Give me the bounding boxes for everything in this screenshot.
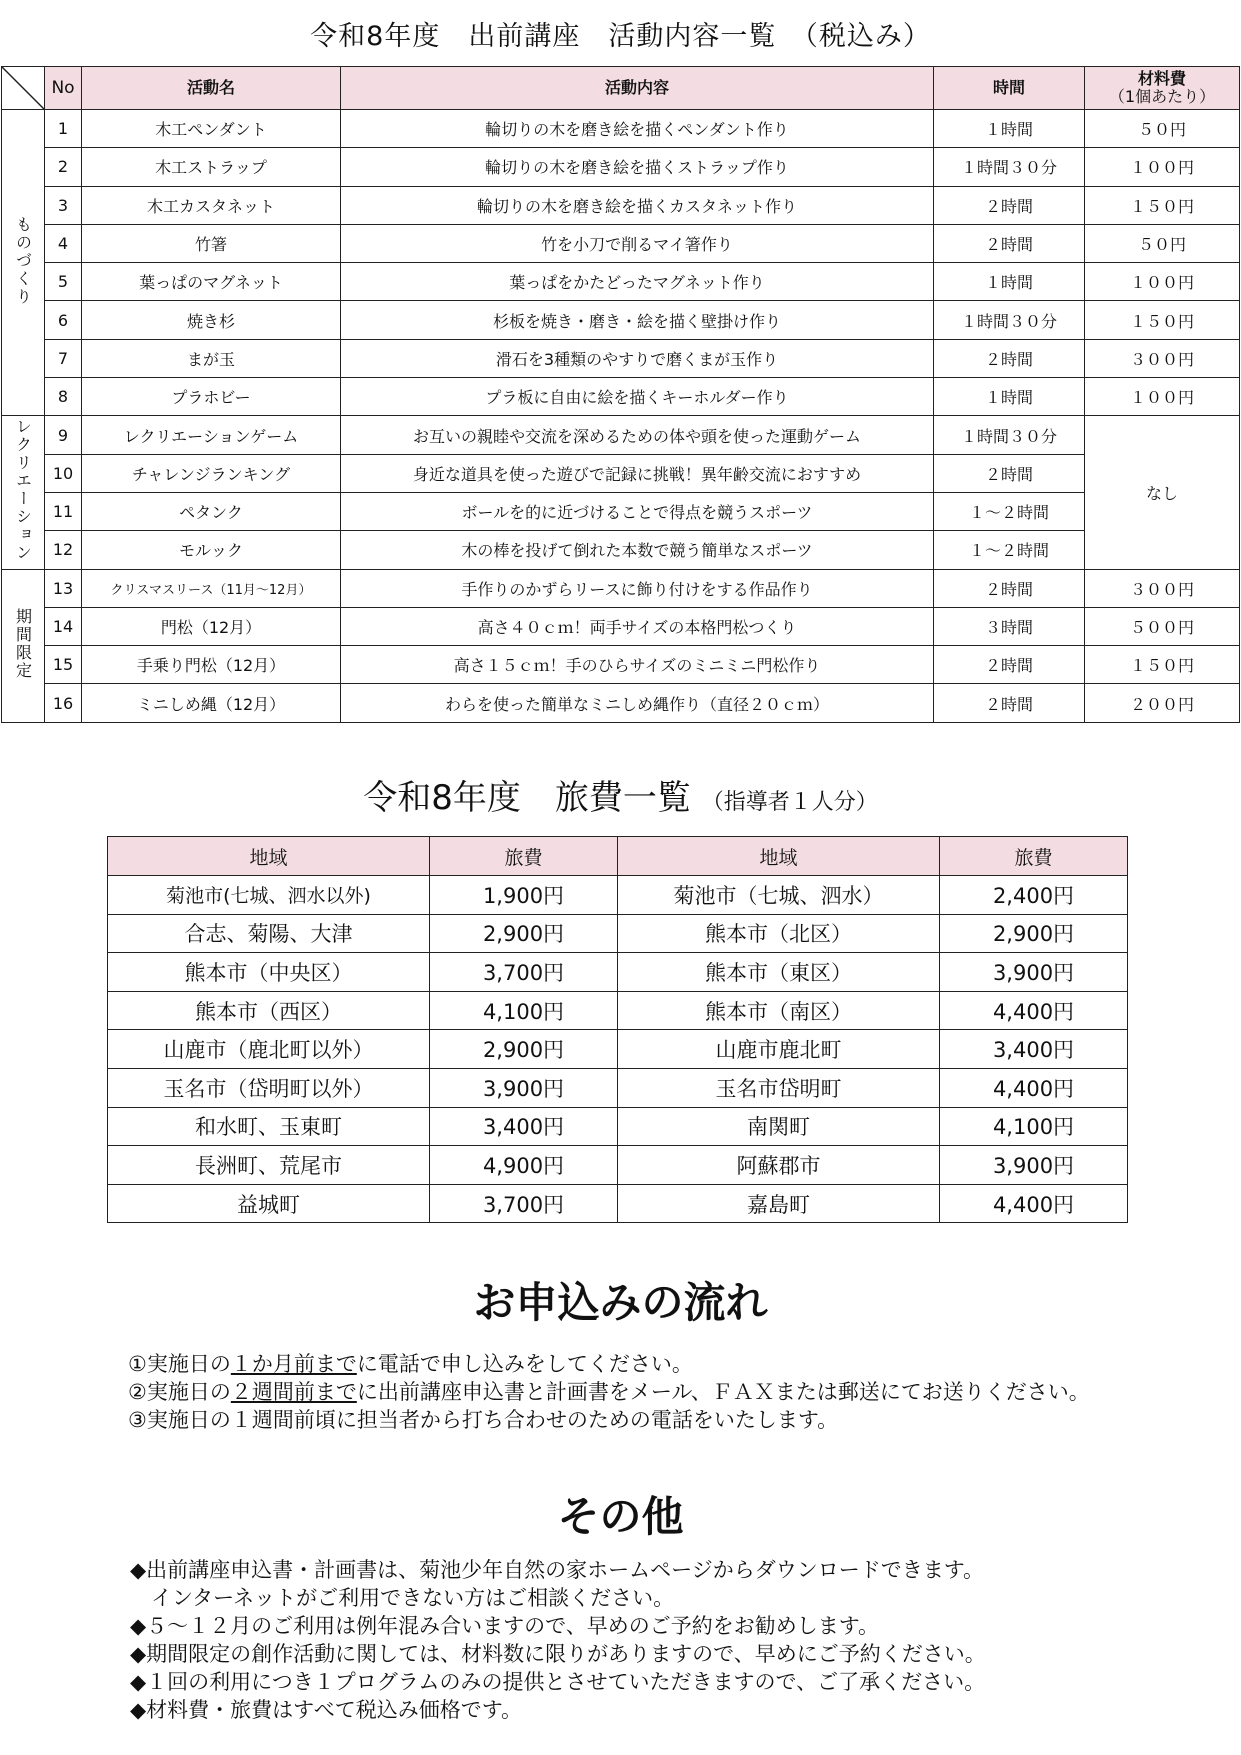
activity-name: 門松（12月）: [82, 607, 341, 645]
travel-fee: 2,900円: [430, 914, 618, 953]
activity-time: １～２時間: [934, 492, 1085, 530]
activity-name: クリスマスリース（11月～12月）: [82, 569, 341, 607]
travel-area: 山鹿市鹿北町: [618, 1030, 940, 1069]
flow-heading: お申込みの流れ: [473, 1278, 768, 1327]
flow-step-2-post: に出前講座申込書と計画書をメール、ＦＡＸまたは郵送にてお送りください。: [356, 1380, 1090, 1404]
travel-fee: 3,900円: [940, 953, 1128, 992]
activity-content: ボールを的に近づけることで得点を競うスポーツ: [341, 492, 934, 530]
activity-no: 12: [45, 531, 82, 569]
travel-fee: 3,400円: [940, 1030, 1128, 1069]
flow-step-2-deadline: ２週間前まで: [230, 1380, 357, 1404]
activity-no: 14: [45, 607, 82, 645]
activity-time: １時間: [934, 110, 1085, 148]
note-item: ◆１回の利用につき１プログラムのみの提供とさせていただきますので、ご了承ください。: [130, 1670, 986, 1694]
activity-name: 竹箸: [82, 224, 341, 262]
travel-fee: 4,400円: [940, 1184, 1128, 1223]
activity-time: ２時間: [934, 646, 1085, 684]
activity-time: ２時間: [934, 454, 1085, 492]
activity-name: プラホビー: [82, 378, 341, 416]
activity-content: 高さ１５ｃｍ！手のひらサイズのミニミニ門松作り: [341, 646, 934, 684]
travel-row: [108, 876, 1128, 915]
activity-no: 7: [45, 339, 82, 377]
travel-area: 益城町: [108, 1184, 430, 1223]
travel-area: 玉名市（岱明町以外）: [108, 1068, 430, 1107]
travel-row: [108, 1107, 1128, 1146]
travel-row: [108, 1146, 1128, 1185]
travel-subtitle: （指導者１人分）: [701, 790, 878, 815]
activity-row: [2, 224, 1240, 262]
activity-content: 木の棒を投げて倒れた本数で競う簡単なスポーツ: [341, 531, 934, 569]
travel-fee: 4,100円: [430, 991, 618, 1030]
activity-title: 令和8年度 出前講座 活動内容一覧 （税込み）: [310, 21, 931, 52]
note-item: ◆材料費・旅費はすべて税込み価格です。: [130, 1698, 523, 1722]
activity-time: ２時間: [934, 339, 1085, 377]
activity-fee: １５０円: [1085, 646, 1240, 684]
flow-step-1-post: に電話で申し込みをしてください。: [356, 1352, 693, 1376]
header-name: 活動名: [82, 67, 341, 110]
activity-row: [2, 339, 1240, 377]
activity-content: 葉っぱをかたどったマグネット作り: [341, 263, 934, 301]
activity-name: ミニしめ縄（12月）: [82, 684, 341, 722]
activity-body: [2, 110, 1240, 723]
travel-area: 熊本市（西区）: [108, 991, 430, 1030]
diagonal-line: [2, 67, 44, 109]
travel-title-block: [0, 770, 1241, 819]
activity-row: [2, 607, 1240, 645]
activity-fee: ５００円: [1085, 607, 1240, 645]
travel-area: 嘉島町: [618, 1184, 940, 1223]
activity-fee: １００円: [1085, 378, 1240, 416]
travel-fee: 2,900円: [940, 914, 1128, 953]
activity-row: [2, 492, 1240, 530]
activity-content: 身近な道具を使った遊びで記録に挑戦！異年齢交流におすすめ: [341, 454, 934, 492]
travel-fee: 4,400円: [940, 1068, 1128, 1107]
flow-step-1-deadline: １か月前まで: [230, 1352, 357, 1376]
activity-fee: ３００円: [1085, 569, 1240, 607]
other-heading: その他: [557, 1492, 684, 1541]
activity-fee: １５０円: [1085, 186, 1240, 224]
travel-row: [108, 991, 1128, 1030]
activity-no: 6: [45, 301, 82, 339]
travel-header-row: [108, 837, 1128, 876]
travel-area: 菊池市（七城、泗水）: [618, 876, 940, 915]
travel-fee: 3,700円: [430, 1184, 618, 1223]
activity-fee: ５０円: [1085, 110, 1240, 148]
activity-row: [2, 301, 1240, 339]
activity-content: 輪切りの木を磨き絵を描くストラップ作り: [341, 148, 934, 186]
travel-table: [107, 836, 1128, 1223]
travel-fee: 2,400円: [940, 876, 1128, 915]
flow-step-3: ③実施日の１週間前頃に担当者から打ち合わせのための電話をいたします。: [128, 1408, 839, 1432]
travel-area: 玉名市岱明町: [618, 1068, 940, 1107]
activity-fee: ２００円: [1085, 684, 1240, 722]
activity-no: 15: [45, 646, 82, 684]
travel-header-area-1: 地域: [108, 837, 430, 876]
travel-area: 熊本市（東区）: [618, 953, 940, 992]
activity-name: チャレンジランキング: [82, 454, 341, 492]
travel-title: 令和8年度 旅費一覧: [363, 778, 691, 818]
activity-time: ３時間: [934, 607, 1085, 645]
travel-area: 和水町、玉東町: [108, 1107, 430, 1146]
travel-fee: 4,900円: [430, 1146, 618, 1185]
activity-content: 滑石を3種類のやすりで磨くまが玉作り: [341, 339, 934, 377]
travel-body: [108, 876, 1128, 1223]
activity-content: 高さ４０ｃｍ！両手サイズの本格門松つくり: [341, 607, 934, 645]
activity-row: [2, 263, 1240, 301]
activity-time: １時間３０分: [934, 301, 1085, 339]
category-cell: [2, 416, 45, 569]
activity-no: 13: [45, 569, 82, 607]
flow-step-2: [128, 1378, 1090, 1406]
header-fee-line1: 材料費: [1137, 69, 1186, 89]
header-content: 活動内容: [341, 67, 934, 110]
travel-area: 長洲町、荒尾市: [108, 1146, 430, 1185]
activity-content: 手作りのかずらリースに飾り付けをする作品作り: [341, 569, 934, 607]
activity-no: 4: [45, 224, 82, 262]
activity-name: 手乗り門松（12月）: [82, 646, 341, 684]
activity-fee: １５０円: [1085, 301, 1240, 339]
travel-row: [108, 914, 1128, 953]
travel-area: 熊本市（北区）: [618, 914, 940, 953]
activity-name: レクリエーションゲーム: [82, 416, 341, 454]
activity-row: [2, 454, 1240, 492]
activity-fee: ３００円: [1085, 339, 1240, 377]
activity-time: ２時間: [934, 186, 1085, 224]
activity-content: わらを使った簡単なミニしめ縄作り（直径２０ｃｍ）: [341, 684, 934, 722]
activity-name: 木工ペンダント: [82, 110, 341, 148]
activity-no: 3: [45, 186, 82, 224]
flow-step-1-pre: ①実施日の: [128, 1352, 231, 1376]
travel-fee: 4,400円: [940, 991, 1128, 1030]
travel-fee: 4,100円: [940, 1107, 1128, 1146]
activity-time: ２時間: [934, 569, 1085, 607]
activity-row: [2, 148, 1240, 186]
activity-row: [2, 186, 1240, 224]
activity-no: 2: [45, 148, 82, 186]
category-cell: [2, 110, 45, 416]
travel-fee: 3,700円: [430, 953, 618, 992]
flow-step-2-pre: ②実施日の: [128, 1380, 231, 1404]
travel-row: [108, 1030, 1128, 1069]
activity-content: プラ板に自由に絵を描くキーホルダー作り: [341, 378, 934, 416]
travel-header-fee-2: 旅費: [940, 837, 1128, 876]
travel-area: 熊本市（中央区）: [108, 953, 430, 992]
category-cell: [2, 569, 45, 722]
activity-row: [2, 569, 1240, 607]
activity-time: ２時間: [934, 684, 1085, 722]
activity-no: 16: [45, 684, 82, 722]
travel-area: 合志、菊陽、大津: [108, 914, 430, 953]
activity-row: [2, 110, 1240, 148]
travel-header-area-2: 地域: [618, 837, 940, 876]
note-item: インターネットがご利用できない方はご相談ください。: [130, 1586, 675, 1610]
activity-row: [2, 416, 1240, 454]
activity-header-row: [2, 67, 1240, 110]
activity-row: [2, 646, 1240, 684]
activity-no: 9: [45, 416, 82, 454]
activity-time: １～２時間: [934, 531, 1085, 569]
note-item: ◆５～１２月のご利用は例年混み合いますので、早めのご予約をお勧めします。: [130, 1614, 880, 1638]
activity-fee: １００円: [1085, 263, 1240, 301]
activity-time: １時間３０分: [934, 416, 1085, 454]
header-no: No: [45, 67, 82, 110]
activity-no: 11: [45, 492, 82, 530]
travel-row: [108, 1068, 1128, 1107]
activity-row: [2, 531, 1240, 569]
activity-row: [2, 684, 1240, 722]
activity-content: 竹を小刀で削るマイ箸作り: [341, 224, 934, 262]
header-fee: [1085, 67, 1240, 110]
header-time: 時間: [934, 67, 1085, 110]
activity-time: １時間: [934, 263, 1085, 301]
activity-name: 木工ストラップ: [82, 148, 341, 186]
corner-cell: [2, 67, 45, 110]
travel-fee: 1,900円: [430, 876, 618, 915]
activity-content: お互いの親睦や交流を深めるための体や頭を使った運動ゲーム: [341, 416, 934, 454]
activity-name: 木工カスタネット: [82, 186, 341, 224]
activity-name: まが玉: [82, 339, 341, 377]
activity-table: [1, 66, 1240, 723]
activity-time: ２時間: [934, 224, 1085, 262]
travel-row: [108, 953, 1128, 992]
activity-name: 葉っぱのマグネット: [82, 263, 341, 301]
travel-fee: 3,900円: [430, 1068, 618, 1107]
activity-no: 5: [45, 263, 82, 301]
activity-fee: ５０円: [1085, 224, 1240, 262]
flow-step-1: [128, 1350, 1090, 1378]
activity-name: モルック: [82, 531, 341, 569]
activity-time: １時間３０分: [934, 148, 1085, 186]
activity-name: ペタンク: [82, 492, 341, 530]
activity-no: 8: [45, 378, 82, 416]
travel-area: 菊池市(七城、泗水以外): [108, 876, 430, 915]
activity-row: [2, 378, 1240, 416]
activity-content: 杉板を焼き・磨き・絵を描く壁掛け作り: [341, 301, 934, 339]
activity-time: １時間: [934, 378, 1085, 416]
activity-content: 輪切りの木を磨き絵を描くペンダント作り: [341, 110, 934, 148]
notes-list: [130, 1556, 986, 1724]
travel-area: 南関町: [618, 1107, 940, 1146]
activity-content: 輪切りの木を磨き絵を描くカスタネット作り: [341, 186, 934, 224]
travel-fee: 3,900円: [940, 1146, 1128, 1185]
activity-no: 1: [45, 110, 82, 148]
category-label: ものづくり: [13, 215, 33, 306]
travel-fee: 2,900円: [430, 1030, 618, 1069]
travel-row: [108, 1184, 1128, 1223]
flow-steps: [128, 1350, 1090, 1434]
category-label: レクリエーション: [13, 418, 33, 563]
activity-name: 焼き杉: [82, 301, 341, 339]
activity-fee: なし: [1085, 416, 1240, 569]
travel-fee: 3,400円: [430, 1107, 618, 1146]
header-fee-line2: （1個あたり）: [1108, 87, 1216, 106]
travel-area: 阿蘇郡市: [618, 1146, 940, 1185]
travel-area: 山鹿市（鹿北町以外）: [108, 1030, 430, 1069]
activity-no: 10: [45, 454, 82, 492]
category-label: 期間限定: [13, 607, 33, 680]
travel-area: 熊本市（南区）: [618, 991, 940, 1030]
activity-fee: １００円: [1085, 148, 1240, 186]
note-item: ◆出前講座申込書・計画書は、菊池少年自然の家ホームページからダウンロードできます。: [130, 1558, 985, 1582]
travel-header-fee-1: 旅費: [430, 837, 618, 876]
note-item: ◆期間限定の創作活動に関しては、材料数に限りがありますので、早めにご予約ください。: [130, 1642, 986, 1666]
